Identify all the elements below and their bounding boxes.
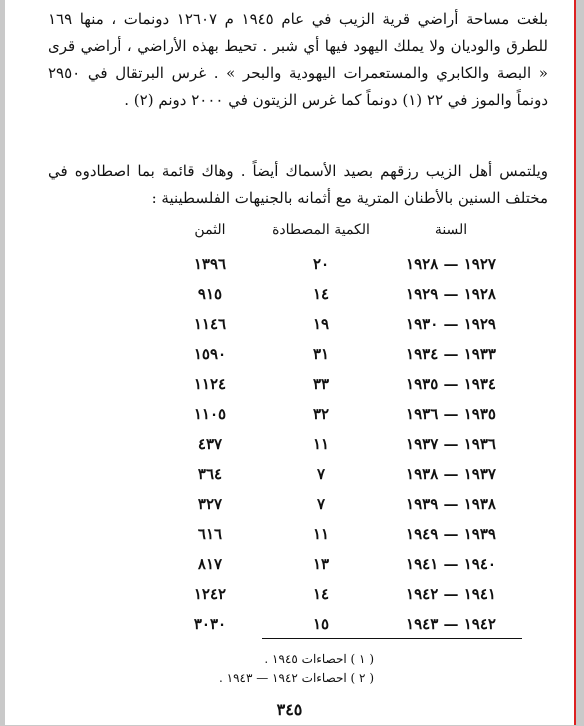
cell-year: ١٩٤١ — ١٩٤٢ <box>406 585 496 603</box>
cell-price: ٣٦٤ <box>197 465 223 483</box>
cell-price: ٦١٦ <box>197 525 223 543</box>
cell-quantity: ١٥ <box>312 615 330 633</box>
cell-price: ١٥٩٠ <box>193 345 227 363</box>
table-row <box>5 255 574 285</box>
page-number: ٣٤٥ <box>276 700 303 719</box>
table-row <box>5 345 574 375</box>
cell-price: ١١٢٤ <box>193 375 227 393</box>
footnote-1: ( ١ ) احصاءات ١٩٤٥ . <box>264 652 374 666</box>
cell-quantity: ١١ <box>312 525 330 543</box>
table-row <box>5 585 574 615</box>
cell-quantity: ١٤ <box>312 285 330 303</box>
table-row <box>5 405 574 435</box>
header-year: السنة <box>434 222 468 238</box>
table-row <box>5 495 574 525</box>
cell-quantity: ٣٣ <box>312 375 330 393</box>
cell-quantity: ٧ <box>316 495 326 513</box>
table-header <box>5 222 574 244</box>
cell-year: ١٩٢٧ — ١٩٢٨ <box>406 255 496 273</box>
table-row <box>5 465 574 495</box>
cell-quantity: ٣١ <box>312 345 330 363</box>
cell-year: ١٩٣٧ — ١٩٣٨ <box>406 465 496 483</box>
table-body <box>5 255 574 645</box>
cell-quantity: ١٣ <box>312 555 330 573</box>
cell-price: ٩١٥ <box>197 285 223 303</box>
cell-year: ١٩٣٤ — ١٩٣٥ <box>406 375 496 393</box>
table-row <box>5 315 574 345</box>
cell-price: ٨١٧ <box>197 555 223 573</box>
cell-quantity: ٧ <box>316 465 326 483</box>
table-row <box>5 615 574 645</box>
cell-year: ١٩٤٢ — ١٩٤٣ <box>406 615 496 633</box>
cell-quantity: ١٩ <box>312 315 330 333</box>
footnote-divider <box>262 638 522 639</box>
cell-year: ١٩٣٥ — ١٩٣٦ <box>406 405 496 423</box>
cell-year: ١٩٤٠ — ١٩٤١ <box>406 555 496 573</box>
table-row <box>5 435 574 465</box>
paragraph-fishing: ويلتمس أهل الزيب رزقهم بصيد الأسماك أيضاً . وهاك قائمة بما اصطادوه في مختلف السنين بالأطنان المترية مع أثمانه بالجنيهات الفلسطينية : <box>48 162 548 207</box>
cell-year: ١٩٣٦ — ١٩٣٧ <box>406 435 496 453</box>
footnote-2: ( ٢ ) احصاءات ١٩٤٢ — ١٩٤٣ . <box>218 671 374 685</box>
header-quantity: الكمية المصطادة <box>272 222 370 238</box>
cell-quantity: ١١ <box>312 435 330 453</box>
paragraph-land-area: بلغت مساحة أراضي قرية الزيب في عام ١٩٤٥ م ١٢٦٠٧ دونمات ، منها ١٦٩ للطرق والوديان ولا يملك اليهود فيها أي شبر . تحيط بهذه الأراضي ، أراضي قرى « البصة والكابري والمستعمرات اليهودية والبحر » . غرس البرتقال في ٢٩٥٠ دونماً والموز في ٢٢ (١) دونماً كما غرس الزيتون في ٢٠٠٠ دونم (٢) . <box>48 10 548 109</box>
cell-year: ١٩٣٨ — ١٩٣٩ <box>406 495 496 513</box>
table-row <box>5 555 574 585</box>
header-price: الثمن <box>194 222 226 238</box>
cell-price: ١٣٩٦ <box>193 255 227 273</box>
cell-price: ٣٠٣٠ <box>193 615 227 633</box>
cell-price: ٤٣٧ <box>197 435 223 453</box>
cell-quantity: ١٤ <box>312 585 330 603</box>
cell-price: ٣٢٧ <box>197 495 223 513</box>
cell-price: ١١٠٥ <box>193 405 227 423</box>
cell-quantity: ٢٠ <box>312 255 330 273</box>
cell-year: ١٩٣٣ — ١٩٣٤ <box>406 345 496 363</box>
table-row <box>5 525 574 555</box>
cell-year: ١٩٢٩ — ١٩٣٠ <box>406 315 496 333</box>
cell-year: ١٩٢٨ — ١٩٢٩ <box>406 285 496 303</box>
table-row <box>5 285 574 315</box>
cell-year: ١٩٣٩ — ١٩٤٩ <box>406 525 496 543</box>
cell-price: ١١٤٦ <box>193 315 227 333</box>
cell-price: ١٢٤٢ <box>193 585 227 603</box>
cell-quantity: ٣٢ <box>312 405 330 423</box>
document-page <box>5 0 576 725</box>
table-row <box>5 375 574 405</box>
